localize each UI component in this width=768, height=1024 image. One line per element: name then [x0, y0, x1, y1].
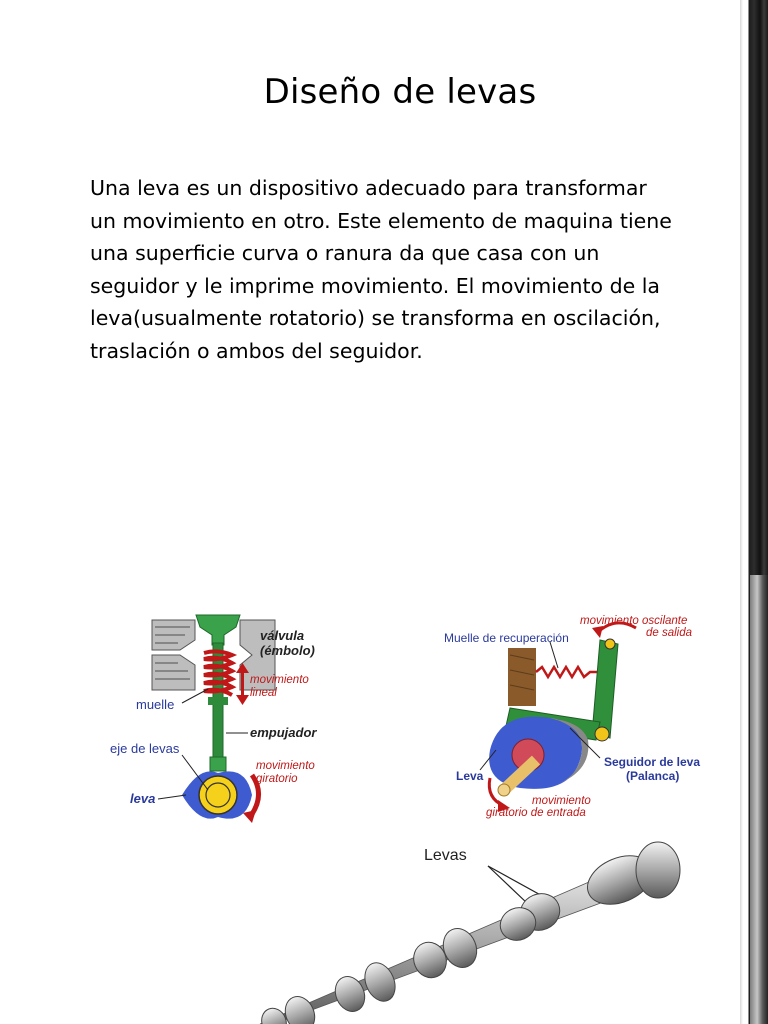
valve-cam-diagram — [100, 605, 340, 825]
spring-label: muelle — [136, 697, 175, 712]
camshaft-label: eje de levas — [110, 741, 180, 756]
return-spring-label: Muelle de recuperación — [444, 631, 569, 645]
rotary-motion-label-1: movimiento — [256, 760, 315, 772]
follower-label-2: (Palanca) — [626, 769, 680, 783]
oscillating-label-2: de salida — [646, 627, 693, 639]
rotary-input-label-1: movimiento — [532, 795, 591, 807]
body-line: seguidor y le imprime movimiento. El movimiento de la — [90, 273, 660, 298]
oscillating-label-1: movimiento oscilante — [580, 615, 688, 627]
cams-label: Levas — [424, 847, 467, 864]
pusher-label: empujador — [250, 725, 317, 740]
oscillating-follower-diagram — [440, 610, 720, 825]
spring — [204, 651, 232, 695]
slide-title: Diseño de levas — [263, 72, 537, 112]
slide-edge-decoration — [740, 0, 768, 1024]
piston-label: (émbolo) — [260, 643, 315, 658]
body-line: una superficie curva o ranura da que casa con un — [90, 241, 600, 265]
valve-head — [196, 615, 240, 645]
body-line: traslación o ambos del seguidor. — [90, 338, 423, 363]
wall — [508, 648, 536, 706]
follower-label-1: Seguidor de leva — [604, 755, 701, 769]
rotary-input-label-2: giratorio de entrada — [486, 807, 586, 819]
body-line: leva(usualmente rotatorio) se transforma en oscilación, — [90, 306, 661, 330]
body-line: un movimiento en otro. Este elemento de maquina tiene — [90, 208, 672, 233]
valve-label: válvula — [260, 628, 305, 643]
rotary-motion-label-2: giratorio — [256, 773, 298, 785]
camshaft-illustration — [240, 830, 700, 1024]
linear-motion-label-1: movimiento — [250, 674, 309, 686]
cam-label: Leva — [456, 769, 484, 783]
body-paragraph — [90, 172, 690, 367]
cam-lobes — [257, 842, 680, 1024]
body-line: Una leva es un dispositivo adecuado para transformar — [90, 176, 647, 200]
linear-motion-label-2: lineal — [250, 687, 277, 699]
cam-label: leva — [130, 791, 156, 806]
